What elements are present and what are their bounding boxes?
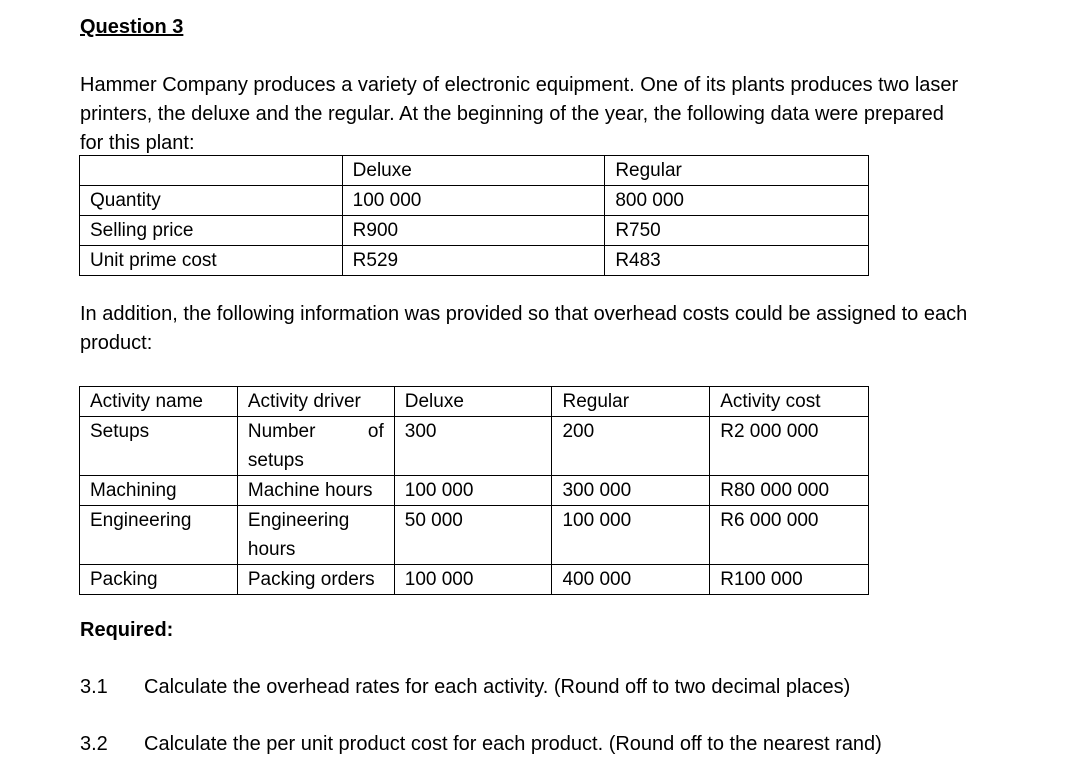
table-cell: 100 000 bbox=[342, 186, 605, 216]
table-row bbox=[80, 246, 869, 276]
required-label: Required: bbox=[80, 619, 174, 641]
table-cell: 800 000 bbox=[605, 186, 869, 216]
table-cell: 100 000 bbox=[394, 565, 552, 595]
table-cell: 50 000 bbox=[394, 506, 552, 565]
table-cell: Machine hours bbox=[237, 476, 394, 506]
table-header-cell: Regular bbox=[605, 156, 869, 186]
activity-cost-table bbox=[79, 386, 869, 595]
driver-text: hours bbox=[247, 539, 296, 560]
question-number: 3.1 bbox=[80, 676, 108, 698]
table-cell: R80 000 000 bbox=[710, 476, 869, 506]
table-header-cell: Activity cost bbox=[710, 387, 869, 417]
intro-line: printers, the deluxe and the regular. At the beginning of the year, the following data were prepared bbox=[80, 103, 944, 125]
driver-text: Engineering bbox=[247, 510, 350, 531]
overhead-line: product: bbox=[80, 332, 153, 354]
question-text: Calculate the per unit product cost for each product. (Round off to the nearest rand) bbox=[144, 733, 882, 755]
table-cell: 400 000 bbox=[552, 565, 710, 595]
driver-text: Number bbox=[247, 421, 316, 442]
product-data-table bbox=[79, 155, 869, 276]
table-row bbox=[80, 476, 869, 506]
table-header-cell: Activity driver bbox=[237, 387, 394, 417]
driver-text: of bbox=[367, 421, 384, 442]
table-row bbox=[80, 186, 869, 216]
table-cell: R750 bbox=[605, 216, 869, 246]
table-cell: 300 bbox=[394, 417, 552, 476]
table-cell: R2 000 000 bbox=[710, 417, 869, 476]
table-row bbox=[80, 216, 869, 246]
table-header-cell: Activity name bbox=[80, 387, 238, 417]
overhead-paragraph bbox=[80, 300, 1010, 358]
row-label: Machining bbox=[80, 476, 238, 506]
question-heading: Question 3 bbox=[80, 16, 184, 38]
row-label: Engineering bbox=[80, 506, 238, 565]
row-label: Quantity bbox=[80, 186, 343, 216]
table-row bbox=[80, 417, 869, 476]
table-cell: 300 000 bbox=[552, 476, 710, 506]
row-label: Selling price bbox=[80, 216, 343, 246]
table-header-cell bbox=[80, 156, 343, 186]
table-cell: R100 000 bbox=[710, 565, 869, 595]
table-cell: R6 000 000 bbox=[710, 506, 869, 565]
table-cell: Packing orders bbox=[237, 565, 394, 595]
intro-line: Hammer Company produces a variety of electronic equipment. One of its plants produces two laser bbox=[80, 74, 959, 96]
table-cell: 100 000 bbox=[552, 506, 710, 565]
driver-text: setups bbox=[247, 450, 304, 471]
table-cell bbox=[237, 506, 394, 565]
table-cell: R900 bbox=[342, 216, 605, 246]
question-number: 3.2 bbox=[80, 733, 108, 755]
table-cell bbox=[237, 417, 394, 476]
row-label: Packing bbox=[80, 565, 238, 595]
table-row bbox=[80, 565, 869, 595]
table-header-cell: Deluxe bbox=[342, 156, 605, 186]
table-cell: R529 bbox=[342, 246, 605, 276]
overhead-line: In addition, the following information was provided so that overhead costs could be assigned to each bbox=[80, 303, 968, 325]
table-cell: R483 bbox=[605, 246, 869, 276]
table-header-cell: Deluxe bbox=[394, 387, 552, 417]
row-label: Unit prime cost bbox=[80, 246, 343, 276]
intro-paragraph bbox=[80, 71, 1010, 158]
table-row bbox=[80, 506, 869, 565]
row-label: Setups bbox=[80, 417, 238, 476]
table-header-row bbox=[80, 156, 869, 186]
question-text: Calculate the overhead rates for each activity. (Round off to two decimal places) bbox=[144, 676, 851, 698]
table-cell: 100 000 bbox=[394, 476, 552, 506]
intro-line: for this plant: bbox=[80, 132, 195, 154]
table-header-cell: Regular bbox=[552, 387, 710, 417]
table-header-row bbox=[80, 387, 869, 417]
table-cell: 200 bbox=[552, 417, 710, 476]
